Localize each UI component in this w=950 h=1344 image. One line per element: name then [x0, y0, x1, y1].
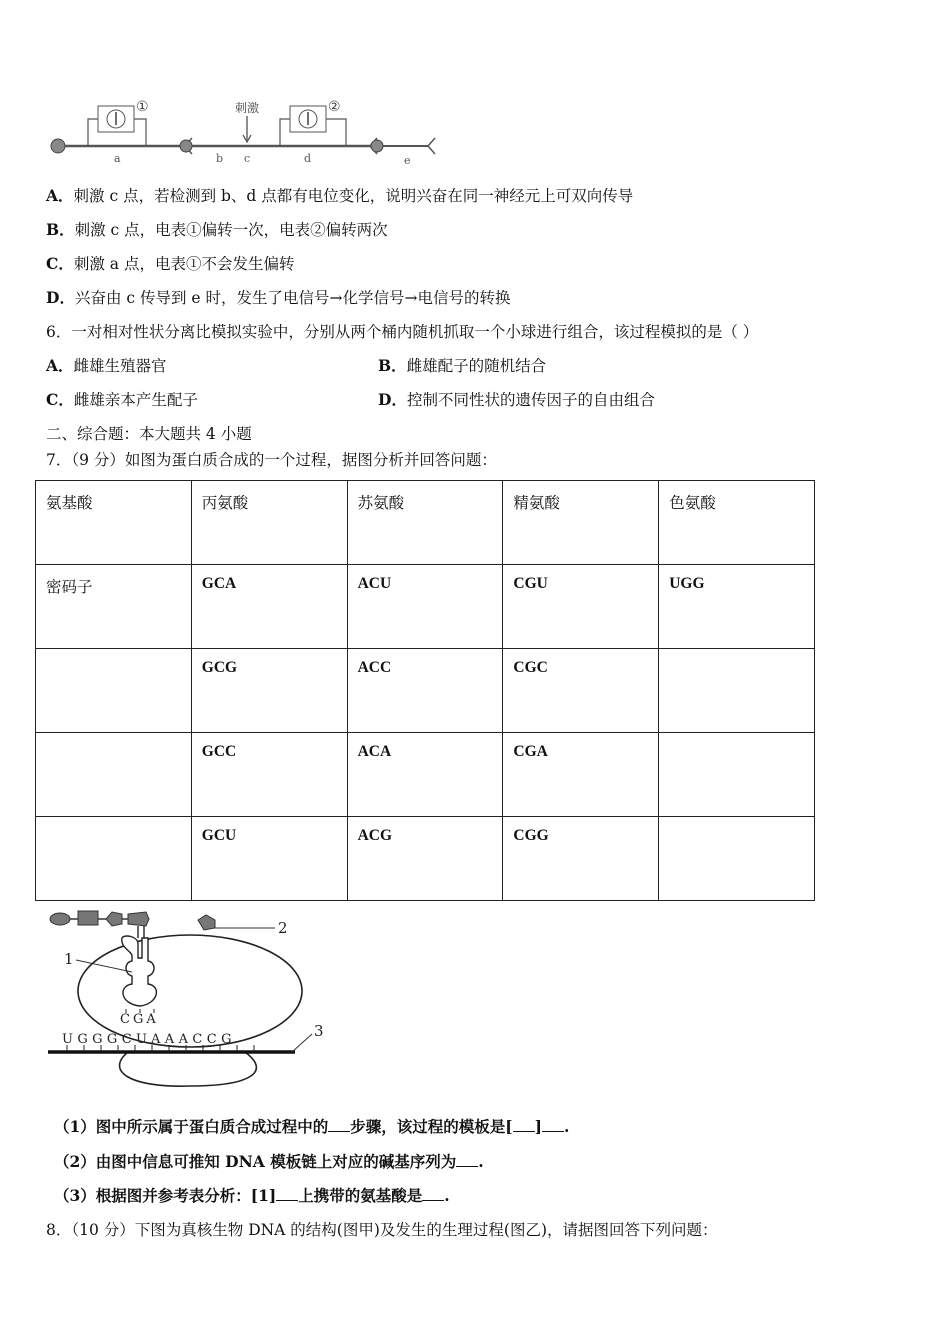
- label-2: 2: [278, 919, 288, 937]
- meter-2-label: ②: [328, 99, 341, 115]
- table-header-cell: 色氨酸: [659, 481, 815, 565]
- answer-blank[interactable]: [328, 1117, 350, 1132]
- q6-option-c: C．雌雄亲本产生配子: [46, 390, 198, 409]
- section-heading: 二、综合题：本大题共 4 小题: [46, 425, 252, 443]
- neuron-body-1: [51, 139, 65, 153]
- answer-blank[interactable]: [456, 1152, 478, 1167]
- table-cell: ACU: [347, 565, 503, 649]
- label-3: 3: [314, 1022, 324, 1040]
- point-e: e: [404, 154, 411, 167]
- table-cell: [36, 817, 192, 901]
- table-cell: CGU: [503, 565, 659, 649]
- table-row: [36, 481, 815, 565]
- q5-option-d: D．兴奋由 c 传导到 e 时，发生了电信号→化学信号→电信号的转换: [46, 288, 511, 307]
- ribosome-small-subunit: [120, 1052, 257, 1086]
- table-cell: UGG: [659, 565, 815, 649]
- q8-stem: 8．（10 分）下图为真核生物 DNA 的结构(图甲)及发生的生理过程(图乙)，请据图回答下列问题：: [46, 1221, 718, 1239]
- table-cell: ACC: [347, 649, 503, 733]
- label-1-leader: [76, 960, 132, 972]
- table-cell: GCA: [191, 565, 347, 649]
- anticodon: CGA: [120, 1012, 159, 1027]
- translation-figure: [40, 906, 340, 1092]
- amino-acid-3: [106, 912, 122, 926]
- amino-acid-2: [78, 911, 98, 925]
- table-header-cell: 苏氨酸: [347, 481, 503, 565]
- table-cell: [659, 649, 815, 733]
- table-cell: CGG: [503, 817, 659, 901]
- table-header-cell: 丙氨酸: [191, 481, 347, 565]
- ribosome-large-subunit: [78, 935, 302, 1047]
- table-header-cell: 精氨酸: [503, 481, 659, 565]
- q7-stem: 7．（9 分）如图为蛋白质合成的一个过程，据图分析并回答问题：: [46, 451, 497, 469]
- table-cell: CGC: [503, 649, 659, 733]
- q7-sub3: （3）根据图并参考表分析：[1] 上携带的氨基酸是 .: [54, 1186, 450, 1205]
- q7-sub1: （1）图中所示属于蛋白质合成过程中的 步骤，该过程的模板是[ ] .: [54, 1117, 570, 1136]
- axon-end: [428, 138, 435, 154]
- q7-sub2: （2）由图中信息可推知 DNA 模板链上对应的碱基序列为 .: [54, 1152, 484, 1171]
- q6-option-a: A．雌雄生殖器官: [46, 356, 167, 375]
- point-a: a: [114, 152, 121, 165]
- table-row: [36, 565, 815, 649]
- label-3-leader: [292, 1034, 312, 1052]
- q6-option-d: D．控制不同性状的遗传因子的自由组合: [378, 390, 655, 409]
- q5-option-a: A．刺激 c 点，若检测到 b、d 点都有电位变化，说明兴奋在同一神经元上可双向传导: [46, 186, 634, 205]
- table-cell: GCU: [191, 817, 347, 901]
- table-row: [36, 649, 815, 733]
- amino-acid-1: [50, 913, 70, 925]
- meter-1-label: ①: [136, 99, 149, 115]
- answer-blank[interactable]: [542, 1117, 564, 1132]
- table-cell: [36, 733, 192, 817]
- mrna-sequence: UGGGCUAAACCG: [62, 1032, 236, 1047]
- table-cell: GCG: [191, 649, 347, 733]
- table-cell: GCC: [191, 733, 347, 817]
- answer-blank[interactable]: [513, 1117, 535, 1132]
- point-c: c: [244, 152, 251, 165]
- table-header-cell: 氨基酸: [36, 481, 192, 565]
- table-cell: 密码子: [36, 565, 192, 649]
- answer-blank[interactable]: [422, 1186, 444, 1201]
- neuron-diagram: [40, 95, 450, 170]
- q6-option-b: B．雌雄配子的随机结合: [378, 356, 547, 375]
- table-row: [36, 733, 815, 817]
- label-1: 1: [64, 950, 74, 968]
- amino-acid-4: [128, 912, 149, 926]
- table-cell: ACG: [347, 817, 503, 901]
- point-b: b: [216, 152, 224, 165]
- q5-option-b: B．刺激 c 点，电表①偏转一次，电表②偏转两次: [46, 220, 388, 239]
- table-cell: CGA: [503, 733, 659, 817]
- point-d: d: [304, 152, 312, 165]
- table-cell: [659, 733, 815, 817]
- table-row: [36, 817, 815, 901]
- q6-stem: 6．一对相对性状分离比模拟实验中，分别从两个桶内随机抓取一个小球进行组合，该过程模拟的是（ ）: [46, 323, 759, 341]
- table-cell: ACA: [347, 733, 503, 817]
- table-cell: [36, 649, 192, 733]
- neuron-body-2: [180, 140, 192, 152]
- stimulus-label: 刺激: [235, 101, 260, 115]
- codon-table: [35, 480, 815, 901]
- neuron-body-3: [371, 140, 383, 152]
- free-amino-acid: [198, 915, 215, 930]
- q5-option-c: C．刺激 a 点，电表①不会发生偏转: [46, 254, 295, 273]
- answer-blank[interactable]: [276, 1186, 298, 1201]
- table-cell: [659, 817, 815, 901]
